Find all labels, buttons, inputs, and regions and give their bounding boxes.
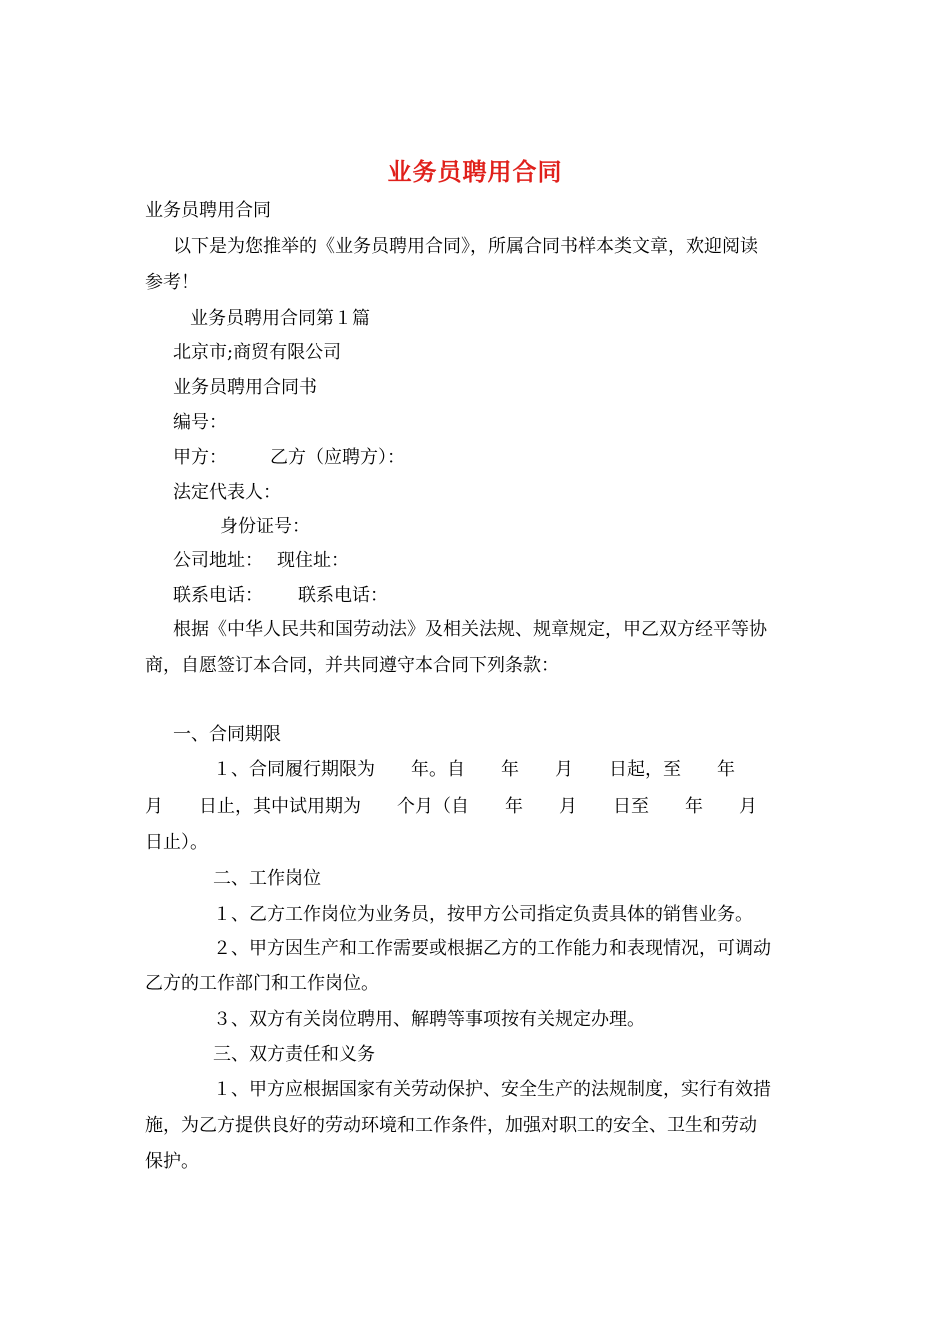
company-address-label: 公司地址： [173,550,263,571]
section-2-item-1: １、乙方工作岗位为业务员，按甲方公司指定负责具体的销售业务。 [213,904,753,925]
section-1-item-1-line-1: １、合同履行期限为 年。自 年 月 日起，至 年 [213,759,735,780]
section-2-title: 二、工作岗位 [213,868,321,889]
party-b-label: 乙方（应聘方）： [270,447,405,468]
piece-title: 业务员聘用合同第１篇 [190,308,370,329]
phone-a-label: 联系电话： [173,585,263,606]
contract-title: 业务员聘用合同书 [173,377,317,398]
section-1-title: 一、合同期限 [173,724,281,745]
section-2-item-3: ３、双方有关岗位聘用、解聘等事项按有关规定办理。 [213,1009,645,1030]
phone-b-label: 联系电话： [298,585,388,606]
subtitle: 业务员聘用合同 [145,200,271,221]
section-2-item-2-line-2: 乙方的工作部门和工作岗位。 [145,973,379,994]
section-3-title: 三、双方责任和义务 [213,1044,375,1065]
number-label: 编号： [173,412,227,433]
section-3-item-1-line-1: １、甲方应根据国家有关劳动保护、安全生产的法规制度，实行有效措 [213,1079,771,1100]
section-1-item-1-line-2: 月 日止，其中试用期为 个月（自 年 月 日至 年 月 [145,796,757,817]
document-title: 业务员聘用合同 [387,158,563,186]
basis-line-2: 商，自愿签订本合同，并共同遵守本合同下列条款： [145,655,559,676]
basis-line-1: 根据《中华人民共和国劳动法》及相关法规、规章规定，甲乙双方经平等协 [173,619,767,640]
section-3-item-1-line-2: 施，为乙方提供良好的劳动环境和工作条件，加强对职工的安全、卫生和劳动 [145,1115,757,1136]
party-a-label: 甲方： [173,447,227,468]
company-name: 北京市;商贸有限公司 [173,342,342,363]
id-number-label: 身份证号： [220,516,310,537]
current-address-label: 现住址： [277,550,349,571]
section-1-item-1-line-3: 日止）。 [145,832,208,853]
intro-line-2: 参考！ [145,272,199,293]
section-3-item-1-line-3: 保护。 [145,1151,199,1172]
section-2-item-2-line-1: ２、甲方因生产和工作需要或根据乙方的工作能力和表现情况，可调动 [213,938,771,959]
legal-rep-label: 法定代表人： [173,482,281,503]
intro-line-1: 以下是为您推举的《业务员聘用合同》，所属合同书样本类文章，欢迎阅读 [173,236,758,257]
